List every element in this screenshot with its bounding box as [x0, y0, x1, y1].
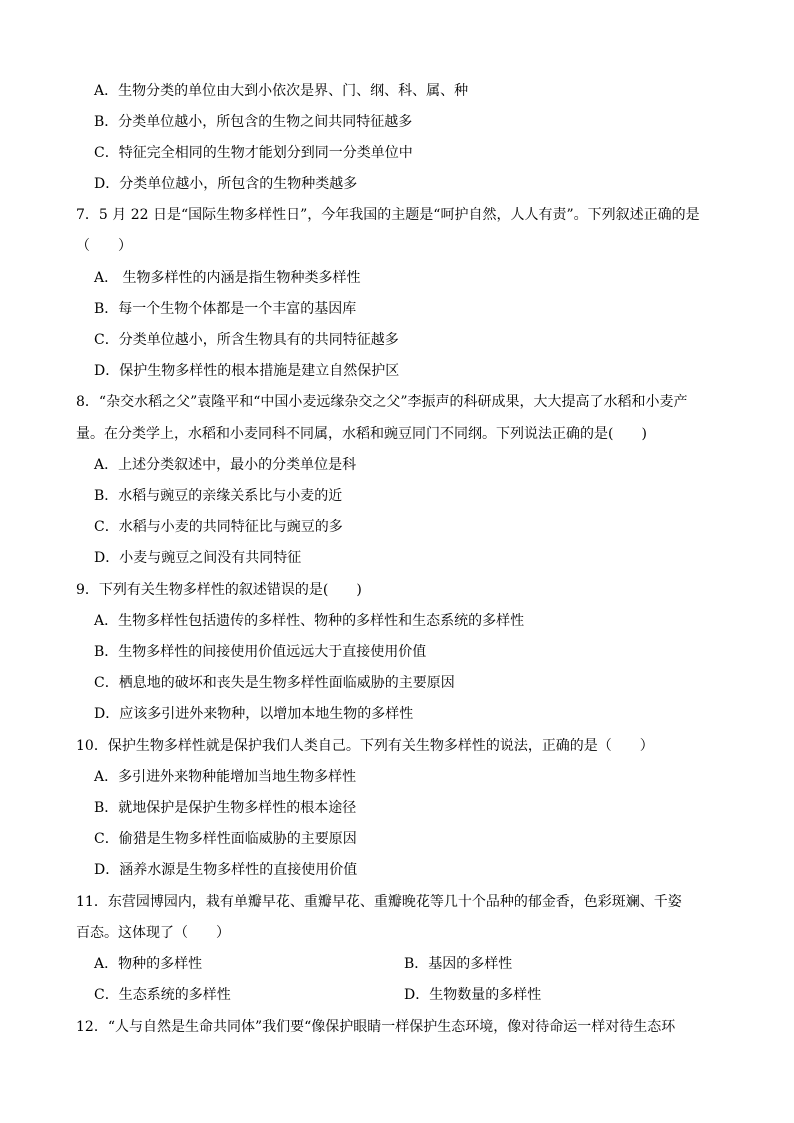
q7-option-d: D．保护生物多样性的根本措施是建立自然保护区 [94, 363, 400, 379]
q10-option-a: A．多引进外来物种能增加当地生物多样性 [94, 769, 357, 785]
q6-option-d: D．分类单位越小，所包含的生物种类越多 [94, 176, 358, 192]
q11-stem: 11．东营园博园内，栽有单瓣早花、重瓣早花、重瓣晚花等几十个品种的郁金香，色彩斑斓、千姿 [76, 894, 682, 910]
q7-stem: 7．5 月 22 日是“国际生物多样性日”，今年我国的主题是“呵护自然，人人有责”。下列叙述正确的是 [76, 207, 700, 223]
q10-option-b: B．就地保护是保护生物多样性的根本途径 [94, 800, 357, 816]
q10-option-d: D．涵养水源是生物多样性的直接使用价值 [94, 862, 358, 878]
q9-option-b: B．生物多样性的间接使用价值远远大于直接使用价值 [94, 644, 427, 660]
q10-option-c: C．偷猎是生物多样性面临威胁的主要原因 [94, 831, 357, 847]
q8-option-c: C．水稻与小麦的共同特征比与豌豆的多 [94, 519, 343, 535]
q11-stem-cont: 百态。这体现了（ ） [76, 925, 230, 941]
q11-option-a: A．物种的多样性 [94, 956, 203, 972]
q11-option-c: C．生态系统的多样性 [94, 987, 231, 1003]
q12-stem: 12．“人与自然是生命共同体”我们要“像保护眼睛一样保护生态环境，像对待命运一样对待生态环 [76, 1019, 676, 1035]
q7-option-a: A． 生物多样性的内涵是指生物种类多样性 [94, 270, 361, 286]
q8-stem: 8．“杂交水稻之父”袁隆平和“中国小麦远缘杂交之父”李振声的科研成果，大大提高了水稻和小麦产 [76, 394, 688, 410]
q8-option-b: B．水稻与豌豆的亲缘关系比与小麦的近 [94, 488, 343, 504]
q6-option-c: C．特征完全相同的生物才能划分到同一分类单位中 [94, 145, 413, 161]
q9-stem: 9．下列有关生物多样性的叙述错误的是( ) [76, 582, 362, 598]
q9-option-a: A．生物多样性包括遗传的多样性、物种的多样性和生态系统的多样性 [94, 613, 525, 629]
q7-option-b: B．每一个生物个体都是一个丰富的基因库 [94, 301, 357, 317]
q11-option-b: B．基因的多样性 [404, 956, 513, 972]
q10-stem: 10．保护生物多样性就是保护我们人类自己。下列有关生物多样性的说法，正确的是（ ） [76, 738, 654, 754]
q9-option-c: C．栖息地的破坏和丧失是生物多样性面临威胁的主要原因 [94, 675, 455, 691]
q9-option-d: D．应该多引进外来物种，以增加本地生物的多样性 [94, 706, 414, 722]
q6-option-a: A．生物分类的单位由大到小依次是界、门、纲、科、属、种 [94, 83, 469, 99]
q8-stem-cont: 量。在分类学上，水稻和小麦同科不同属，水稻和豌豆同门不同纲。下列说法正确的是( ) [76, 426, 647, 442]
q7-stem-cont: （ ） [76, 238, 132, 254]
q7-option-c: C．分类单位越小，所含生物具有的共同特征越多 [94, 332, 399, 348]
q6-option-b: B．分类单位越小，所包含的生物之间共同特征越多 [94, 114, 413, 130]
q8-option-d: D．小麦与豌豆之间没有共同特征 [94, 550, 302, 566]
q11-option-d: D．生物数量的多样性 [404, 987, 542, 1003]
q8-option-a: A．上述分类叙述中，最小的分类单位是科 [94, 457, 357, 473]
